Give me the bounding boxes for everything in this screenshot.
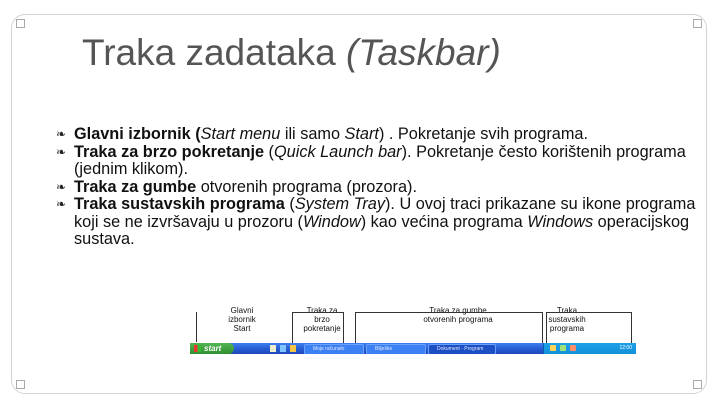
windows-flag-icon [194, 345, 201, 352]
start-label: start [204, 344, 222, 353]
bullet-text: Traka sustavskih programa [74, 195, 285, 213]
slide-title [82, 32, 501, 74]
corner-handle [693, 380, 702, 389]
taskbar-image [190, 343, 636, 354]
bullet-text: System Tray [294, 195, 385, 213]
tray-icon [570, 345, 576, 351]
bullet-text: ) kao većina programa [360, 212, 528, 231]
bullet-text: Window [302, 212, 361, 231]
bullet-text: ). Pokretanje često korištenih programa (jednim klikom). [74, 142, 686, 178]
bullet-marker-icon: ❧ [56, 144, 67, 159]
task-button: Dokument - Program [428, 344, 496, 354]
bracket-line [546, 312, 632, 343]
label-system-tray: Traka sustavskih programa [542, 306, 592, 333]
title-paren: (Taskbar) [345, 32, 501, 73]
bullet-item [56, 179, 696, 197]
bullet-text: Traka za brzo pokretanje [74, 142, 265, 161]
bracket-line [196, 312, 197, 342]
bullet-text: ( [264, 142, 274, 161]
quick-launch-icon [290, 345, 296, 352]
bullet-item [56, 144, 696, 179]
bullet-text: operacijskog sustava. [74, 212, 690, 248]
bullet-text: Glavni izbornik ( [74, 125, 201, 143]
bracket-line [292, 312, 344, 343]
tray-icon [560, 345, 566, 351]
bullet-item [56, 126, 696, 144]
quick-launch-icon [280, 345, 286, 352]
tray-icon [550, 345, 556, 351]
label-start-menu: Glavni izbornik Start [220, 306, 264, 333]
bullet-text: otvorenih programa (prozora). [196, 177, 417, 196]
label-quick-launch: Traka za brzo pokretanje [300, 306, 344, 333]
corner-handle [693, 19, 702, 28]
start-button [190, 343, 234, 354]
bullet-text: Start [344, 125, 379, 143]
bullet-marker-icon: ❧ [56, 179, 67, 194]
label-task-buttons: Traka za gumbe otvorenih programa [418, 306, 498, 324]
task-button: Moje računalo [304, 344, 364, 354]
bracket-line [355, 312, 543, 343]
system-tray [543, 343, 636, 354]
bullet-text: Traka za gumbe [74, 177, 197, 196]
bullet-text: Start menu [200, 125, 281, 143]
bullet-marker-icon: ❧ [56, 127, 67, 141]
bullet-text: ili samo [280, 125, 345, 143]
corner-handle [16, 19, 25, 28]
task-button: Bilješke [366, 344, 426, 354]
bullet-text: ). U ovoj traci prikazane su ikone programa koji se ne izvršavaju u prozoru ( [74, 195, 696, 231]
title-main: Traka zadataka [82, 32, 346, 73]
bullet-text: Windows [527, 212, 594, 231]
bullet-text: Quick Launch bar [273, 142, 402, 161]
tray-clock: 12:00 [619, 345, 632, 351]
bullet-marker-icon: ❧ [56, 197, 67, 211]
corner-handle [16, 380, 25, 389]
quick-launch-icon [270, 345, 276, 352]
bullet-text: ) . Pokretanje svih programa. [378, 125, 588, 143]
bullet-text: ( [284, 195, 295, 213]
bullet-item [56, 196, 696, 249]
bullet-list [56, 126, 696, 249]
